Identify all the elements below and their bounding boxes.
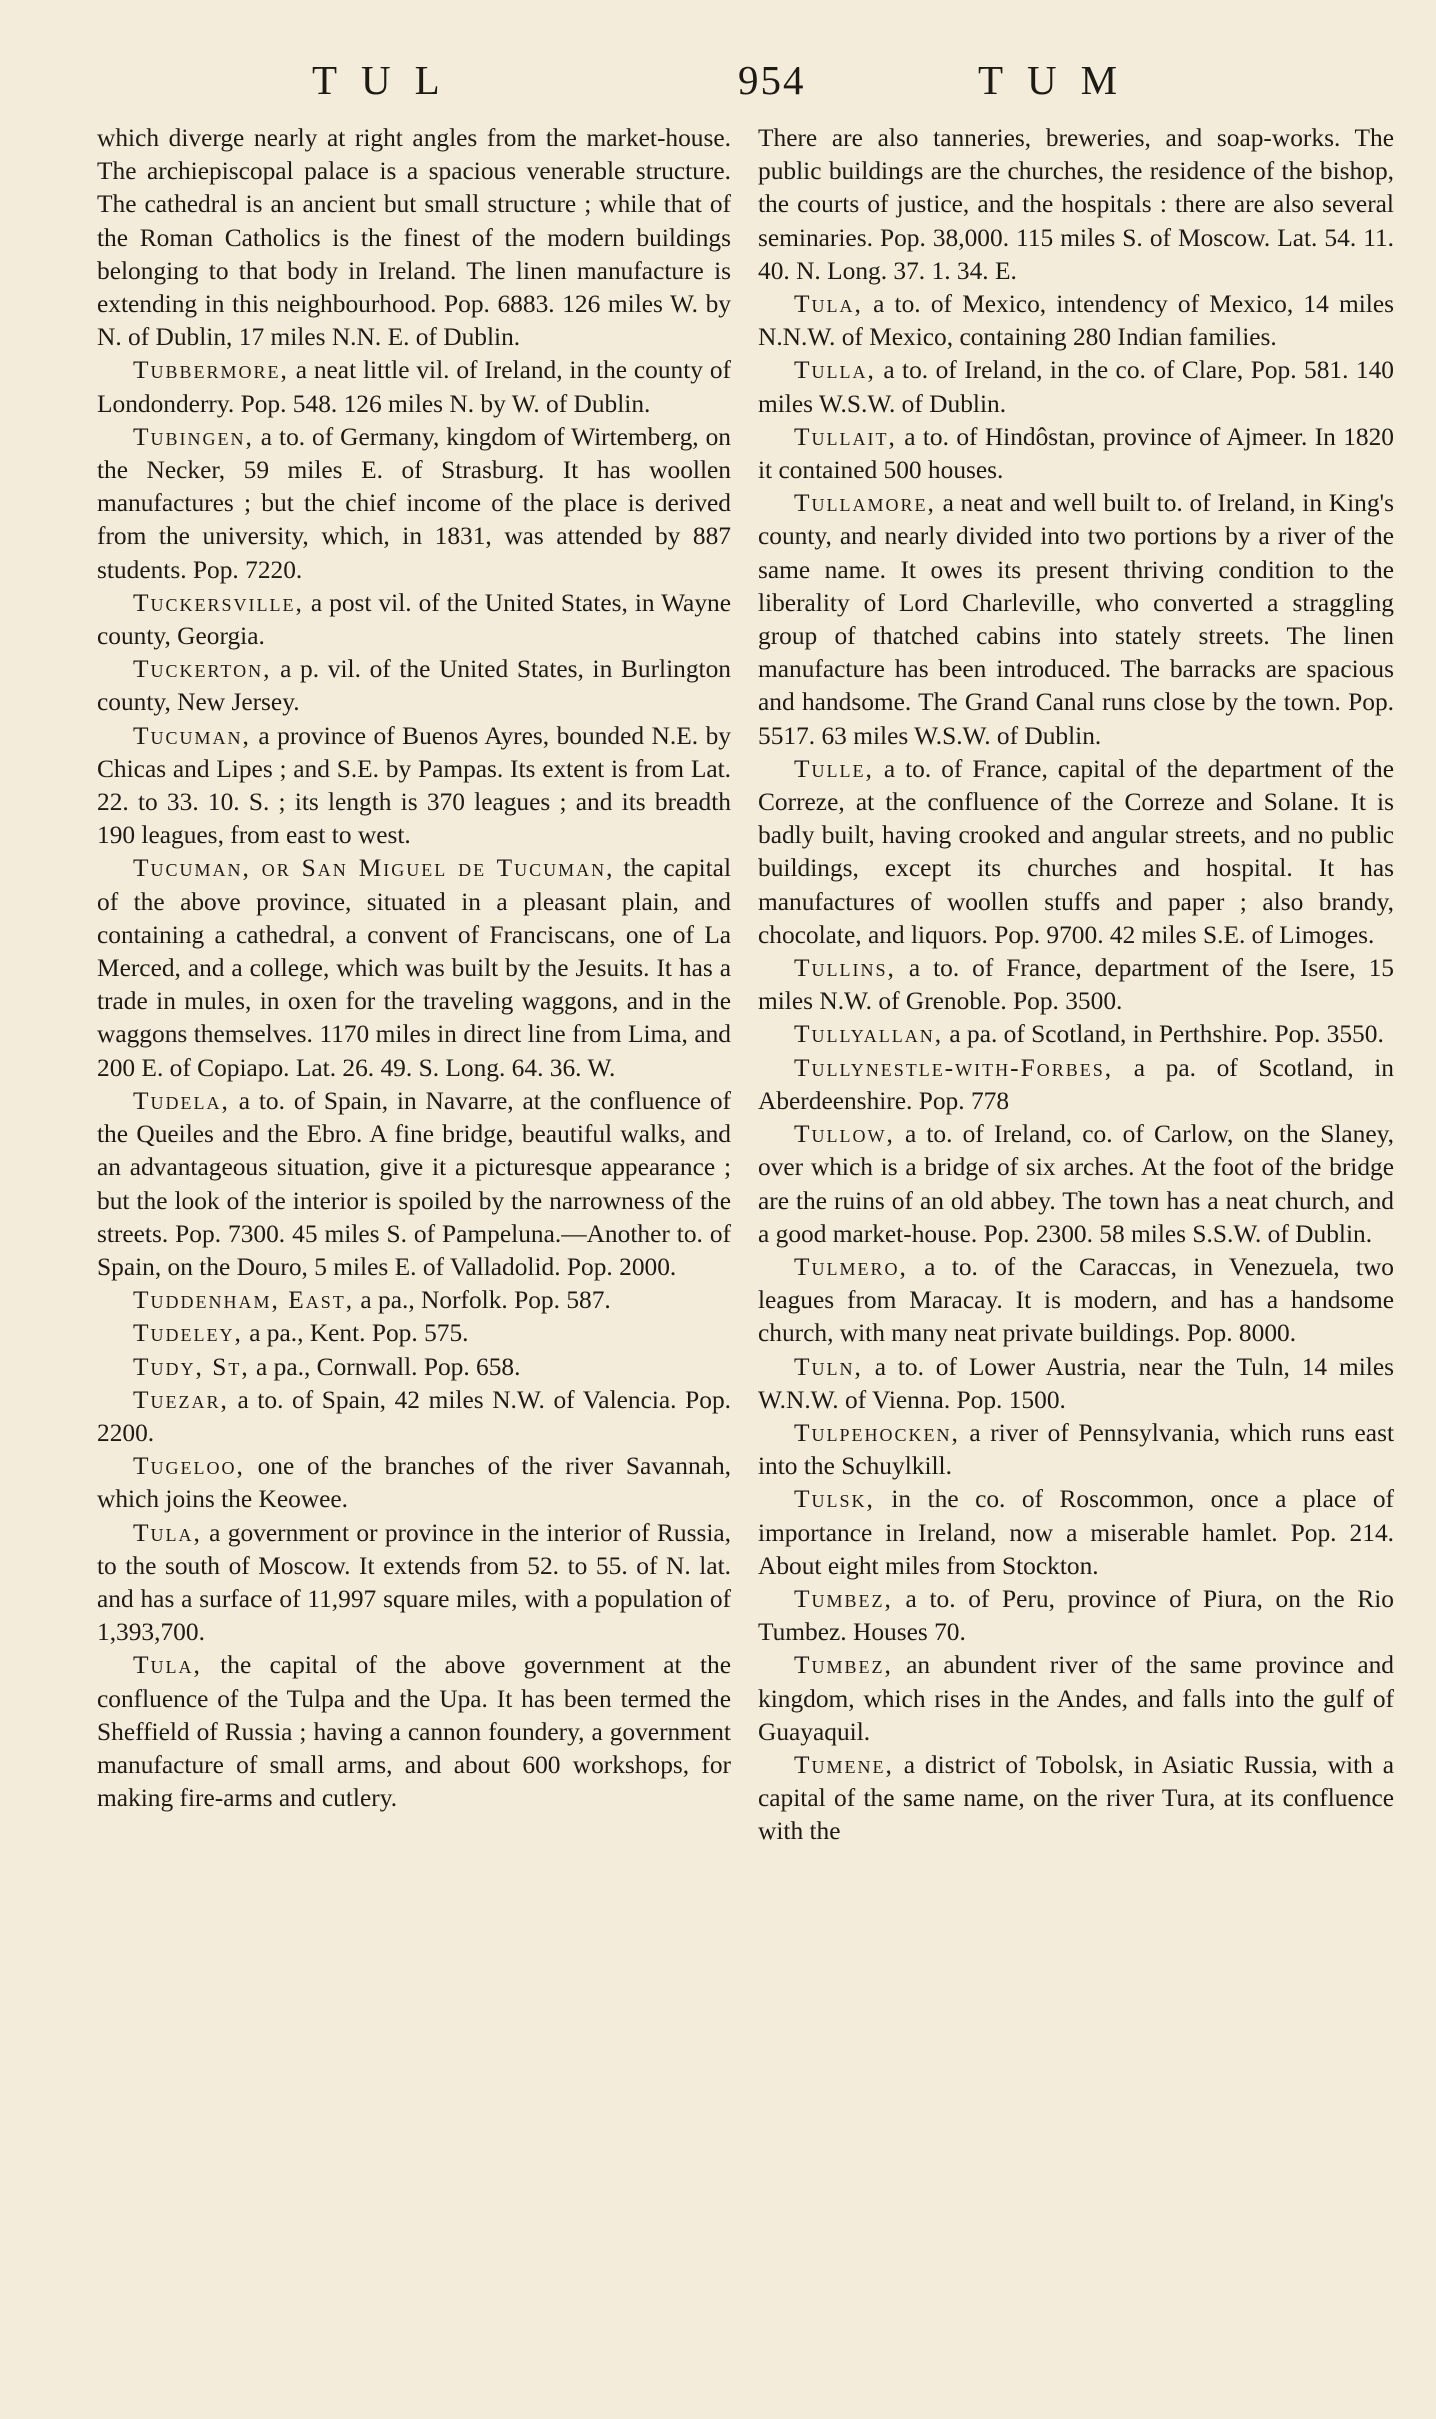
entry-headword: Tudeley, [133, 1319, 243, 1348]
entry-text: a neat little vil. of Ireland, in the county of Londonderry. Pop. 548. 126 miles N. by W. of Dublin. [97, 356, 731, 418]
entry-text: a pa. of Scotland, in Perthshire. Pop. 3550. [943, 1020, 1384, 1049]
entry-headword: Tudy, St, [133, 1352, 250, 1381]
gazetteer-entry [97, 122, 731, 354]
gazetteer-entry [97, 653, 731, 719]
entry-text: a post vil. of the United States, in Wayne county, Georgia. [97, 588, 731, 651]
entry-text: a to. of Spain, in Navarre, at the confluence of the Queiles and the Ebro. A fine bridge, beautiful walks, and an advantageous situation, give it a picturesque appearance ; but the look of the interior is spoiled by the narrowness of the streets. Pop. 7300. 45 miles S. of Pampeluna.—Another to. of Spain, on the Douro, 5 miles E. of Valladolid. Pop. 2000. [97, 1086, 731, 1281]
entry-headword: Tucuman, or San Miguel de Tucuman, [133, 854, 615, 883]
entry-headword: Tuckersville, [133, 588, 304, 617]
gazetteer-entry [758, 1351, 1394, 1417]
gazetteer-entry [758, 421, 1394, 487]
entry-text: a to. of Germany, kingdom of Wirtemberg, on the Necker, 59 miles E. of Strasburg. It has woollen manufactures ; but the chief income of the place is derived from the university, which, in 1831, was attended by 887 students. Pop. 7220. [97, 422, 731, 584]
gazetteer-entry [758, 1251, 1394, 1351]
entry-headword: Tubingen, [133, 422, 254, 451]
gazetteer-entry [758, 1417, 1394, 1483]
entry-headword: Tuckerton, [133, 655, 272, 684]
gazetteer-entry [758, 1583, 1394, 1649]
entry-text: one of the branches of the river Savannah, which joins the Keowee. [97, 1452, 731, 1514]
entry-headword: Tuddenham, East, [133, 1286, 355, 1315]
entry-text: a to. of France, department of the Isere, 15 miles N.W. of Grenoble. Pop. 3500. [758, 954, 1394, 1016]
entry-text: a to. of Lower Austria, near the Tuln, 14 miles W.N.W. of Vienna. Pop. 1500. [758, 1352, 1394, 1414]
entry-text: a pa. of Scotland, in Aberdeenshire. Pop. 778 [758, 1053, 1394, 1115]
right-column [758, 122, 1394, 1849]
gazetteer-entry [758, 1483, 1394, 1583]
gazetteer-entry [97, 1450, 731, 1516]
entry-text: a to. of Peru, province of Piura, on the Rio Tumbez. Houses 70. [758, 1584, 1394, 1647]
entry-text: a to. of Ireland, in the co. of Clare, Pop. 581. 140 miles W.S.W. of Dublin. [758, 356, 1394, 418]
entry-text: a p. vil. of the United States, in Burlington county, New Jersey. [97, 655, 731, 717]
entry-headword: Tulmero, [794, 1252, 908, 1281]
gazetteer-entry [97, 852, 731, 1084]
gazetteer-entry [758, 354, 1394, 420]
entry-headword: Tullamore, [794, 489, 936, 518]
gazetteer-entry [758, 288, 1394, 354]
entry-text: an abundent river of the same province and kingdom, which rises in the Andes, and falls into the gulf of Guayaquil. [758, 1651, 1394, 1746]
entry-headword: Tullait, [794, 422, 897, 451]
entry-text: a to. of Spain, 42 miles N.W. of Valencia. Pop. 2200. [97, 1385, 731, 1447]
gazetteer-entry [97, 1384, 731, 1450]
entry-headword: Tula, [133, 1651, 202, 1680]
entry-headword: Tumene, [794, 1750, 894, 1779]
gazetteer-entry [97, 1517, 731, 1650]
gazetteer-entry [97, 1351, 731, 1384]
gazetteer-entry [758, 487, 1394, 753]
entry-headword: Tullynestle-with-Forbes, [794, 1053, 1114, 1082]
entry-text: in the co. of Roscommon, once a place of importance in Ireland, now a miserable hamlet. Pop. 214. About eight miles from Stockton. [758, 1485, 1394, 1580]
entry-text: the capital of the above province, situated in a pleasant plain, and containing a cathedral, a convent of Franciscans, one of La Merced, and a college, which was built by the Jesuits. It has a trade in mules, in oxen for the traveling waggons, and in the waggons themselves. 1170 miles in direct line from Lima, and 200 E. of Copiapo. Lat. 26. 49. S. Long. 64. 36. W. [97, 854, 732, 1082]
entry-text: a river of Pennsylvania, which runs east into the Schuylkill. [758, 1418, 1394, 1481]
entry-text: a pa., Cornwall. Pop. 658. [249, 1352, 521, 1381]
gazetteer-entry [97, 1284, 731, 1317]
entry-text: a government or province in the interior of Russia, to the south of Moscow. It extends from 52. to 55. of N. lat. and has a surface of 11,997 square miles, with a population of 1,393,700. [97, 1518, 731, 1647]
running-header [0, 56, 1436, 116]
entry-headword: Tullins, [794, 954, 896, 983]
gazetteer-entry [97, 1649, 731, 1815]
entry-headword: Tulle, [794, 754, 874, 783]
entry-text: a to. of France, capital of the department of the Correze, at the confluence of the Correze and Solane. It is badly built, having crooked and angular streets, and no public buildings, except its churches and hospital. It has manufactures of woollen stuffs and paper ; also brandy, chocolate, and liquors. Pop. 9700. 42 miles S.E. of Limoges. [758, 754, 1394, 949]
gazetteer-entry [758, 952, 1394, 1018]
entry-headword: Tubbermore, [133, 356, 289, 385]
entry-headword: Tulpehocken, [794, 1418, 960, 1447]
entry-text: which diverge nearly at right angles from the market-house. The archiepiscopal palace is a spacious venerable structure. The cathedral is an ancient but small structure ; while that of the Roman Catholics is the finest of the modern buildings belonging to that body in Ireland. The linen manufacture is extending in this neighbourhood. Pop. 6883. 126 miles W. by N. of Dublin, 17 miles N.N. E. of Dublin. [97, 124, 731, 352]
entry-text: a pa., Norfolk. Pop. 587. [354, 1286, 611, 1315]
gazetteer-entry [97, 1317, 731, 1350]
gazetteer-entry [97, 587, 731, 653]
gazetteer-entry [758, 1018, 1394, 1051]
gazetteer-entry [758, 753, 1394, 952]
gazetteer-entry [758, 1649, 1394, 1749]
entry-text: a neat and well built to. of Ireland, in King's county, and nearly divided into two portions by a river of the same name. It owes its present thriving condition to the liberality of Lord Charleville, who converted a straggling group of thatched cabins into stately streets. The linen manufacture has been introduced. The barracks are spacious and handsome. The Grand Canal runs close by the town. Pop. 5517. 63 miles W.S.W. of Dublin. [758, 489, 1394, 750]
entry-text: a district of Tobolsk, in Asiatic Russia, with a capital of the same name, on the river Tura, at its confluence with the [758, 1750, 1394, 1846]
entry-headword: Tulsk, [794, 1485, 875, 1514]
entry-headword: Tucuman, [133, 721, 251, 750]
entry-headword: Tulla, [794, 356, 876, 385]
entry-text: a to. of Mexico, intendency of Mexico, 14 miles N.N.W. of Mexico, containing 280 Indian families. [758, 290, 1394, 352]
entry-headword: Tuln, [794, 1352, 863, 1381]
entry-text: a province of Buenos Ayres, bounded N.E. by Chicas and Lipes ; and S.E. by Pampas. Its extent is from Lat. 22. to 33. 10. S. ; its length is 370 leagues ; and its breadth 190 leagues, from east to west. [97, 721, 731, 850]
entry-headword: Tula, [133, 1518, 202, 1547]
entry-headword: Tumbez, [794, 1651, 893, 1680]
gazetteer-entry [758, 1749, 1394, 1849]
header-right-guide-word: TUM [978, 57, 1142, 103]
gazetteer-entry [758, 122, 1394, 288]
entry-text: a to. of Ireland, co. of Carlow, on the Slaney, over which is a bridge of six arches. At the foot of the bridge are the ruins of an old abbey. The town has a neat church, and a good market-house. Pop. 2300. 58 miles S.S.W. of Dublin. [758, 1120, 1394, 1248]
gazetteer-entry [97, 720, 731, 853]
entry-text: the capital of the above government at the confluence of the Tulpa and the Upa. It has been termed the Sheffield of Russia ; having a cannon foundery, a government manufacture of small arms, and about 600 workshops, for making fire-arms and cutlery. [97, 1651, 731, 1813]
entry-headword: Tula, [794, 290, 863, 319]
entry-text: a to. of Hindôstan, province of Ajmeer. In 1820 it contained 500 houses. [758, 422, 1394, 485]
entry-headword: Tugeloo, [133, 1452, 245, 1481]
entry-headword: Tuezar, [133, 1385, 229, 1414]
entry-headword: Tudela, [133, 1086, 230, 1115]
entry-headword: Tullow, [794, 1120, 895, 1149]
entry-text: a pa., Kent. Pop. 575. [242, 1319, 469, 1348]
gazetteer-entry [97, 1085, 731, 1284]
header-left-guide-word: TUL [312, 57, 464, 103]
left-column [97, 122, 731, 1815]
entry-text: a to. of the Caraccas, in Venezuela, two leagues from Maracay. It is modern, and has a handsome church, with many neat private buildings. Pop. 8000. [758, 1252, 1394, 1348]
entry-text: There are also tanneries, breweries, and soap-works. The public buildings are the churches, the residence of the bishop, the courts of justice, and the hospitals : there are also several seminaries. Pop. 38,000. 115 miles S. of Moscow. Lat. 54. 11. 40. N. Long. 37. 1. 34. E. [758, 124, 1394, 285]
page-number: 954 [738, 57, 806, 103]
gazetteer-entry [758, 1118, 1394, 1251]
gazetteer-entry [97, 421, 731, 587]
gazetteer-entry [758, 1052, 1394, 1118]
entry-headword: Tumbez, [794, 1584, 893, 1613]
gazetteer-entry [97, 354, 731, 420]
entry-headword: Tullyallan, [794, 1020, 944, 1049]
